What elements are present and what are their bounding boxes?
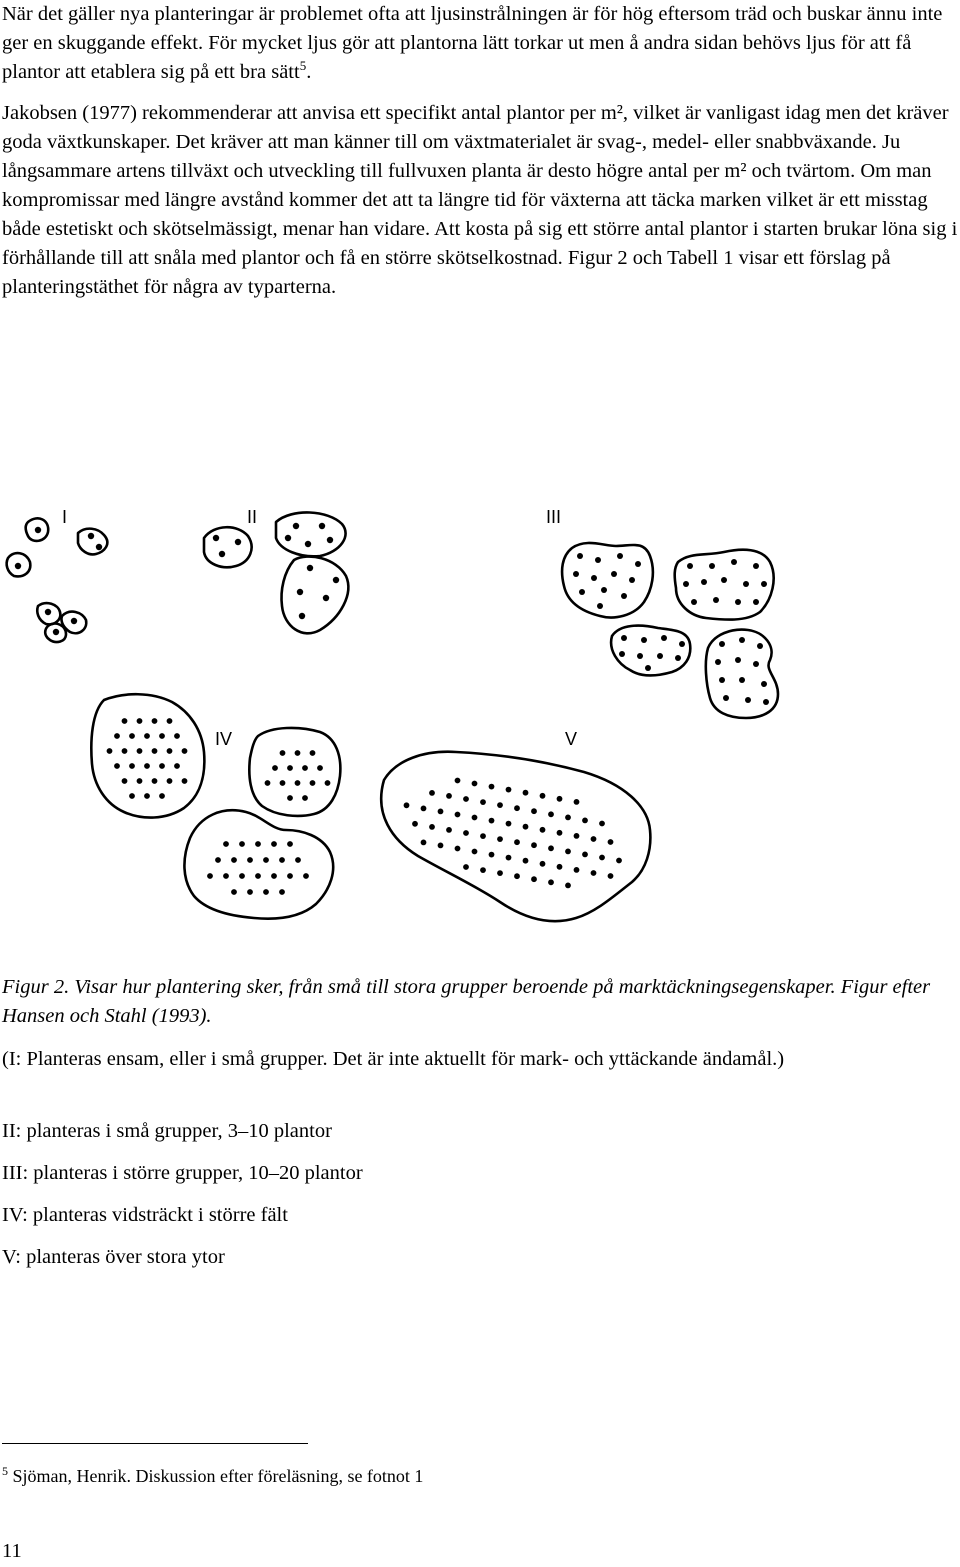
plant-dot (582, 852, 588, 858)
group-ii-outline (276, 512, 346, 556)
plant-dot (679, 641, 685, 647)
plant-dot (591, 575, 597, 581)
plant-dot (421, 806, 427, 812)
plant-dot (167, 748, 173, 754)
plant-dot (295, 780, 301, 786)
plant-dot (489, 852, 495, 858)
legend-item-iii: III: planteras i större grupper, 10–20 plantor (2, 1162, 363, 1184)
plant-dot (285, 535, 291, 541)
legend-item-ii: II: planteras i små grupper, 3–10 plantor (2, 1120, 332, 1142)
legend-item-iv: IV: planteras vidsträckt i större fält (2, 1204, 288, 1226)
plant-dot (582, 818, 588, 824)
group-iv-outline (184, 810, 333, 918)
plant-dot (723, 695, 729, 701)
plant-dot (213, 535, 219, 541)
plant-dot (523, 790, 529, 796)
plant-dot (497, 836, 503, 842)
plant-dot (657, 653, 663, 659)
plant-dot (182, 778, 188, 784)
plant-dot (761, 581, 767, 587)
plant-dot (446, 793, 452, 799)
plant-dot (472, 815, 478, 821)
plant-dot (573, 571, 579, 577)
plant-dot (255, 841, 261, 847)
plant-dot (463, 864, 469, 870)
plant-dot (295, 857, 301, 863)
plant-dot (247, 857, 253, 863)
plant-dot (307, 565, 313, 571)
legend-item-i: (I: Planteras ensam, eller i små grupper. Det är inte aktuellt för mark- och yttäckande ändamål.) (2, 1048, 785, 1070)
plant-dot (739, 677, 745, 683)
plant-dot (506, 821, 512, 827)
plant-dot (271, 873, 277, 879)
footnote-number: 5 (2, 1464, 8, 1478)
plant-dot (608, 839, 614, 845)
plant-dot (709, 563, 715, 569)
plant-dot (548, 879, 554, 885)
plant-dot (152, 748, 158, 754)
plant-dot (735, 599, 741, 605)
paragraph-1-end: . (306, 61, 312, 83)
plant-dot (557, 830, 563, 836)
plant-dot (239, 841, 245, 847)
plant-dot (480, 833, 486, 839)
footnote (2, 1464, 423, 1488)
plant-dot (293, 523, 299, 529)
plant-dot (574, 799, 580, 805)
figure-label-v: V (565, 729, 578, 749)
plant-dot (617, 553, 623, 559)
plant-dot (263, 857, 269, 863)
plant-dot (757, 643, 763, 649)
plant-dot (761, 681, 767, 687)
plant-dot (333, 577, 339, 583)
plant-dot (129, 793, 135, 799)
plant-dot (565, 849, 571, 855)
plant-dot (601, 587, 607, 593)
plant-dot (159, 763, 165, 769)
plant-dot (88, 533, 94, 539)
plant-dot (325, 780, 331, 786)
plant-dot (719, 677, 725, 683)
plant-dot (514, 873, 520, 879)
plant-dot (621, 593, 627, 599)
plant-dot (713, 597, 719, 603)
plant-dot (295, 750, 301, 756)
plant-dot (739, 637, 745, 643)
plant-dot (137, 778, 143, 784)
legend-item-v: V: planteras över stora ytor (2, 1246, 225, 1268)
plant-dot (463, 796, 469, 802)
plant-dot (557, 864, 563, 870)
plant-dot (489, 818, 495, 824)
plant-dot (497, 870, 503, 876)
plant-dot (45, 609, 51, 615)
plant-dot (305, 541, 311, 547)
plant-dot (595, 557, 601, 563)
plant-dot (279, 889, 285, 895)
plant-dot (15, 563, 21, 569)
plant-dot (523, 858, 529, 864)
plant-dot (279, 857, 285, 863)
plant-dot (661, 635, 667, 641)
plant-dot (480, 867, 486, 873)
plant-dot (599, 821, 605, 827)
plant-dot (129, 733, 135, 739)
plant-dot (114, 763, 120, 769)
figure-label-i: I (62, 507, 68, 527)
plant-dot (231, 889, 237, 895)
body-paragraph-1 (2, 0, 958, 87)
plant-dot (731, 559, 737, 565)
plant-dot (616, 858, 622, 864)
plant-dot (637, 653, 643, 659)
plant-dot (480, 799, 486, 805)
plant-dot (265, 780, 271, 786)
plant-dot (159, 733, 165, 739)
plant-dot (96, 544, 102, 550)
plant-dot (715, 659, 721, 665)
plant-dot (310, 750, 316, 756)
plant-dot (107, 748, 113, 754)
group-ii-outline (282, 557, 349, 634)
plant-dot (239, 873, 245, 879)
plant-dot (548, 811, 554, 817)
plant-dot (144, 793, 150, 799)
plant-dot (129, 763, 135, 769)
plant-dot (675, 655, 681, 661)
plant-dot (122, 778, 128, 784)
group-i-outline (78, 529, 107, 555)
plant-dot (319, 523, 325, 529)
plant-dot (540, 793, 546, 799)
plant-dot (144, 733, 150, 739)
group-iii-outline (562, 543, 653, 617)
plant-dot (438, 809, 444, 815)
plant-dot (579, 589, 585, 595)
group-iii-outline (675, 550, 774, 620)
paragraph-1-text: När det gäller nya planteringar är problemet ofta att ljusinstrålningen är för hög eftersom träd och buskar ännu inte ger en skuggande effekt. För mycket ljus gör att plantorna lätt torkar ut men å andra sidan behövs ljus för att få plantor att etablera sig på ett bra sätt (2, 3, 943, 83)
figure-caption: Figur 2. Visar hur plantering sker, från små till stora grupper beroende på marktäckningsegenskaper. Figur efter Hansen och Stahl (1993). (2, 976, 931, 1027)
plant-dot (235, 539, 241, 545)
plant-dot (219, 551, 225, 557)
plant-dot (540, 827, 546, 833)
plant-dot (497, 802, 503, 808)
plant-dot (743, 581, 749, 587)
plant-dot (299, 613, 305, 619)
plant-dot (763, 699, 769, 705)
plant-dot (137, 748, 143, 754)
plant-dot (174, 733, 180, 739)
plant-dot (287, 841, 293, 847)
plant-dot (463, 830, 469, 836)
page-number: 11 (2, 1540, 22, 1562)
figure-label-ii: II (247, 507, 258, 527)
plant-dot (531, 842, 537, 848)
plant-dot (182, 748, 188, 754)
plant-dot (641, 637, 647, 643)
plant-dot (280, 750, 286, 756)
plant-dot (215, 857, 221, 863)
plant-dot (557, 796, 563, 802)
plant-dot (323, 595, 329, 601)
body-paragraph-2: Jakobsen (1977) rekommenderar att anvisa ett specifikt antal plantor per m², vilket är vanligast idag men det kräver goda växtkunskaper. Det kräver att man känner till om växtmaterialet är svag-, medel- eller snabbväxande. Ju långsammare artens tillväxt och utveckling till fullvuxen planta är desto högre antal per m² och tvärtom. Om man kompromissar med längre avstånd kommer det att ta längre tid för växterna att täcka marken vilket är ett misstag både estetiskt och skötselmässigt, menar han vidare. Att kosta på sig ett större antal plantor i starten brukar löna sig i förhållande till att snåla med plantor och få en större skötselkostnad. Figur 2 och Tabell 1 visar ett förslag på planteringstäthet för några av typarterna. (2, 102, 958, 298)
plant-dot (645, 665, 651, 671)
plant-dot (489, 784, 495, 790)
footnote-reference: 5 (299, 58, 307, 74)
group-iv-outline (249, 728, 340, 816)
plant-dot (577, 553, 583, 559)
plant-dot (472, 781, 478, 787)
plant-dot (122, 718, 128, 724)
plant-dot (540, 861, 546, 867)
plant-dot (753, 599, 759, 605)
plant-dot (114, 733, 120, 739)
plant-dot (310, 780, 316, 786)
plant-dot (429, 790, 435, 796)
plant-dot (438, 843, 444, 849)
plant-dot (531, 808, 537, 814)
plant-dot (719, 641, 725, 647)
plant-dot (207, 873, 213, 879)
plant-dot (122, 748, 128, 754)
group-ii-outline (204, 527, 252, 567)
plant-dot (302, 765, 308, 771)
plant-dot (611, 571, 617, 577)
plant-dot (144, 763, 150, 769)
plant-dot (565, 815, 571, 821)
plant-dot (271, 841, 277, 847)
plant-dot (174, 763, 180, 769)
plant-dot (287, 873, 293, 879)
plant-dot (608, 873, 614, 879)
plant-dot (753, 563, 759, 569)
plant-dot (574, 833, 580, 839)
plant-dot (687, 563, 693, 569)
plant-dot (152, 718, 158, 724)
plant-dot (231, 857, 237, 863)
plant-dot (223, 873, 229, 879)
figure-label-iii: III (546, 507, 562, 527)
plant-dot (137, 718, 143, 724)
plant-dot (455, 812, 461, 818)
plant-dot (327, 537, 333, 543)
plant-dot (455, 846, 461, 852)
plant-dot (591, 836, 597, 842)
plant-dot (287, 765, 293, 771)
plant-dot (597, 603, 603, 609)
plant-dot (599, 855, 605, 861)
plant-dot (514, 839, 520, 845)
plant-dot (263, 889, 269, 895)
plant-dot (255, 873, 261, 879)
plant-dot (523, 824, 529, 830)
plant-dot (35, 527, 41, 533)
plant-dot (455, 778, 461, 784)
plant-dot (635, 561, 641, 567)
plant-dot (404, 802, 410, 808)
plant-dot (272, 765, 278, 771)
group-iv-outline (91, 694, 204, 817)
plant-dot (745, 697, 751, 703)
plant-dot (735, 657, 741, 663)
plant-dot (53, 629, 59, 635)
plant-dot (167, 778, 173, 784)
plant-dot (683, 581, 689, 587)
plant-dot (574, 867, 580, 873)
plant-dot (619, 651, 625, 657)
group-v-outline (381, 752, 650, 921)
plant-dot (429, 824, 435, 830)
plant-dot (297, 589, 303, 595)
plant-dot (247, 889, 253, 895)
plant-dot (412, 821, 418, 827)
plant-dot (302, 795, 308, 801)
plant-dot (721, 577, 727, 583)
plant-dot (621, 635, 627, 641)
plant-dot (591, 870, 597, 876)
plant-dot (514, 805, 520, 811)
plant-dot (421, 840, 427, 846)
plant-dot (317, 765, 323, 771)
plant-dot (548, 845, 554, 851)
plant-dot (691, 599, 697, 605)
plant-dot (506, 787, 512, 793)
plant-dot (167, 718, 173, 724)
footnote-separator (2, 1443, 308, 1444)
plant-dot (472, 849, 478, 855)
plant-dot (506, 855, 512, 861)
plant-dot (152, 778, 158, 784)
figure-label-iv: IV (215, 729, 233, 749)
plant-dot (446, 827, 452, 833)
plant-dot (71, 618, 77, 624)
plant-dot (287, 795, 293, 801)
plant-dot (629, 577, 635, 583)
plant-dot (565, 883, 571, 889)
plant-dot (531, 876, 537, 882)
plant-dot (303, 873, 309, 879)
plant-dot (223, 841, 229, 847)
plant-dot (753, 661, 759, 667)
planting-groups-figure (0, 495, 960, 940)
plant-dot (280, 780, 286, 786)
plant-dot (701, 579, 707, 585)
plant-dot (159, 793, 165, 799)
footnote-text: Sjöman, Henrik. Diskussion efter föreläsning, se fotnot 1 (12, 1466, 424, 1486)
